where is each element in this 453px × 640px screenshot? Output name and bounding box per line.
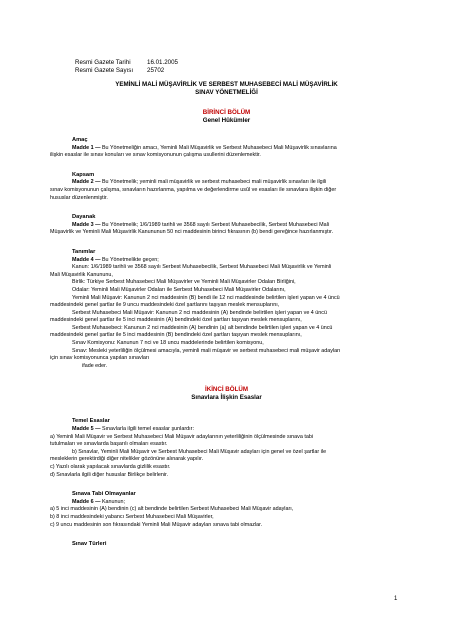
amac-title: Amaç [72,137,88,143]
meta-row-number [75,67,178,75]
text-line: Serbest Muhasebeci: Kanunun 2 nci maddesinin (A) bendinin (a) alt bendinde belirtilen işleri yapan ve 4 üncü [72,324,333,331]
sinava-tabi-title: Sınava Tabi Olmayanlar [72,491,136,498]
temel-esaslar-list [50,434,403,480]
part2-heading: İKİNCİ BÖLÜM [205,386,248,394]
text-line: d) Sınavlarla ilgili diğer hususlar Birlikçe belirlenir. [50,471,169,478]
part1-subheading: Genel Hükümler [202,117,251,124]
sinav-turleri-title: Sınav Türleri [72,541,107,548]
document-title-line2: SINAV YÖNETMELİĞİ [195,89,258,96]
text-line: için sınav komisyonunca yapılan sınavları [50,355,150,362]
text-line: b) Sınavlar, Yeminli Mali Müşavir ve Serbest Muhasebeci Mali Müşavir adayları için genel ve özel şartlar ile [72,448,327,455]
meta-row-date [75,59,178,67]
meta-value: 25702 [147,67,165,74]
madde-label: Madde 5 — [72,426,101,433]
madde-3-cont: Müşavirlik ve Yeminli Mali Müşavirlik Kanununun 50 nci maddesinin birinci fıkrasının (b) bendi gereğince hazırlanmıştır. [50,229,334,236]
meta-label: Resmi Gazete Sayısı [75,67,134,74]
madde-label: Madde 2 — [72,179,101,186]
text-line: Sınav: Mesleki yeterliliğin ölçülmesi amacıyla, yeminli mali müşavir ve serbest muhasebeci mali müşavir adayları [72,347,341,354]
text-line: maddesindeki genel şartlar ile 5 inci maddesinin (A) bendindeki özel şartları taşıyan meslek mensuplarını, [50,317,302,324]
text-line: a) Yeminli Mali Müşavir ve Serbest Muhasebeci Mali Müşavir adaylarının yeterliliğinin ölçülmesinde sınava tabi [50,433,314,440]
madde-text: Bu Yönetmelik; yeminli mali müşavirlik ve serbest muhasebeci mali müşavirlik sınavları ile ilgili [100,179,327,186]
madde-2-cont: hususlar düzenlenmiştir. [50,194,108,201]
text-line: Yeminli Mali Müşavir: Kanunun 2 nci maddesinin (B) bendi ile 12 nci maddesinde belirtilen işleri yapan ve 4 üncü [72,294,340,301]
text-line: Sınav Komisyonu: Kanunun 7 nci ve 18 uncu maddelerinde belirtilen komisyonu, [72,340,264,347]
text-line: tutulmaları ve sınavlarda başarılı olmaları esastır. [50,441,168,448]
kapsam-title: Kapsam [72,171,95,178]
madde-5 [50,426,403,434]
madde-label: Madde 4 — [72,256,101,263]
sinava-tabi-list [50,506,403,529]
dayanak-title: Dayanak [72,214,96,221]
document-body [50,81,403,549]
madde-3 [50,222,403,230]
tanimlar-list [50,264,403,370]
temel-esaslar-title: Temel Esaslar [72,418,110,425]
tanimlar-title: Tanımlar [72,248,96,255]
madde-text: Kanunun; [100,498,126,505]
text-line: Mali Müşavirlik Kanununu, [50,271,113,278]
text-line: Kanun: 1/6/1989 tarihli ve 3568 sayılı Serbest Muhasebecilik, Serbest Muhasebeci Mali Müşavirlik ve Yeminli [72,264,332,271]
madde-1 [50,145,403,153]
madde-label: Madde 6 — [72,498,101,505]
text-line: maddesindeki genel şartlar ile 9 uncu maddesindeki özel şartlarını taşıyan meslek mensuplarını, [50,302,280,309]
madde-text: Bu Yönetmelik; 1/6/1989 tarihli ve 3568 sayılı Serbest Muhasebecilik, Serbest Muhasebeci Mali [100,221,329,228]
madde-label: Madde 1 — [72,144,101,151]
meta-label: Resmi Gazete Tarihi [75,59,131,66]
meta-value: 16.01.2005 [147,59,178,66]
document-title-line1: YEMİNLİ MALİ MÜŞAVİRLİK VE SERBEST MUHASEBECİ MALİ MÜŞAVİRLİK [115,81,338,88]
madde-2 [50,179,403,187]
madde-6 [50,499,403,507]
part2-subheading: Sınavlara İlişkin Esaslar [191,394,262,402]
text-line: Serbest Muhasebeci Mali Müşavir: Kanunun 2 nci maddesinin (A) bendinde belirtilen işleri yapan ve 4 üncü [72,309,327,316]
text-line: ifade eder. [82,362,108,369]
text-line: c) Yazılı olarak yapılacak sınavlarda gizlilik esastır. [50,464,171,470]
text-line: Birlik: Türkiye Serbest Muhasebeci Mali Müşavirler ve Yeminli Mali Müşavirler Odaları Birliğini, [72,279,296,286]
madde-1-cont: ilişkin esaslar ile sınav konuları ve sınav komisyonunun çalışma usullerini düzenlemektir. [50,152,261,159]
madde-4 [50,257,403,265]
madde-2-cont: sınav komisyonunun çalışma, sınavların hazırlanma, yapılma ve değerlendirme usûl ve esasları ile sınavlara ilişkin diğer [50,186,337,193]
text-line: b) 8 inci maddesindeki yabancı Serbest Muhasebeci Mali Müşavirler, [50,513,214,520]
text-line: Odalar: Yeminli Mali Müşavirler Odaları ile Serbest Muhasebeci Mali Müşavirler Odalarını, [72,286,286,293]
part1-heading: BİRİNCİ BÖLÜM [202,109,251,116]
madde-label: Madde 3 — [72,221,101,228]
gazette-meta [75,59,178,75]
text-line: c) 9 uncu maddesinin son fıkrasındaki Yeminli Mali Müşavir adayları sınava tabi olmazlar. [50,521,263,528]
madde-text: Sınavlarla ilgili temel esaslar şunlardır: [100,426,194,433]
text-line: maddesindeki genel şartlar ile 5 inci maddesinin (B) bendindeki özel şartları taşıyan meslek mensuplarını, [50,332,302,339]
text-line: a) 5 inci maddesinin (A) bendinin (c) alt bendinde belirtilen Serbest Muhasebeci Mali Müşavir adayları, [50,506,294,513]
text-line: mesleklerin gerektirdiği diğer nitelikler gözönüne alınarak yapılır. [50,456,204,463]
madde-text: Bu Yönetmeliğin amacı, Yeminli Mali Müşavirlik ve Serbest Muhasebeci Mali Müşavirlik sınavlarına [100,144,337,151]
madde-text: Bu Yönetmelikte geçen; [100,256,159,263]
page-number: 1 [394,596,398,602]
